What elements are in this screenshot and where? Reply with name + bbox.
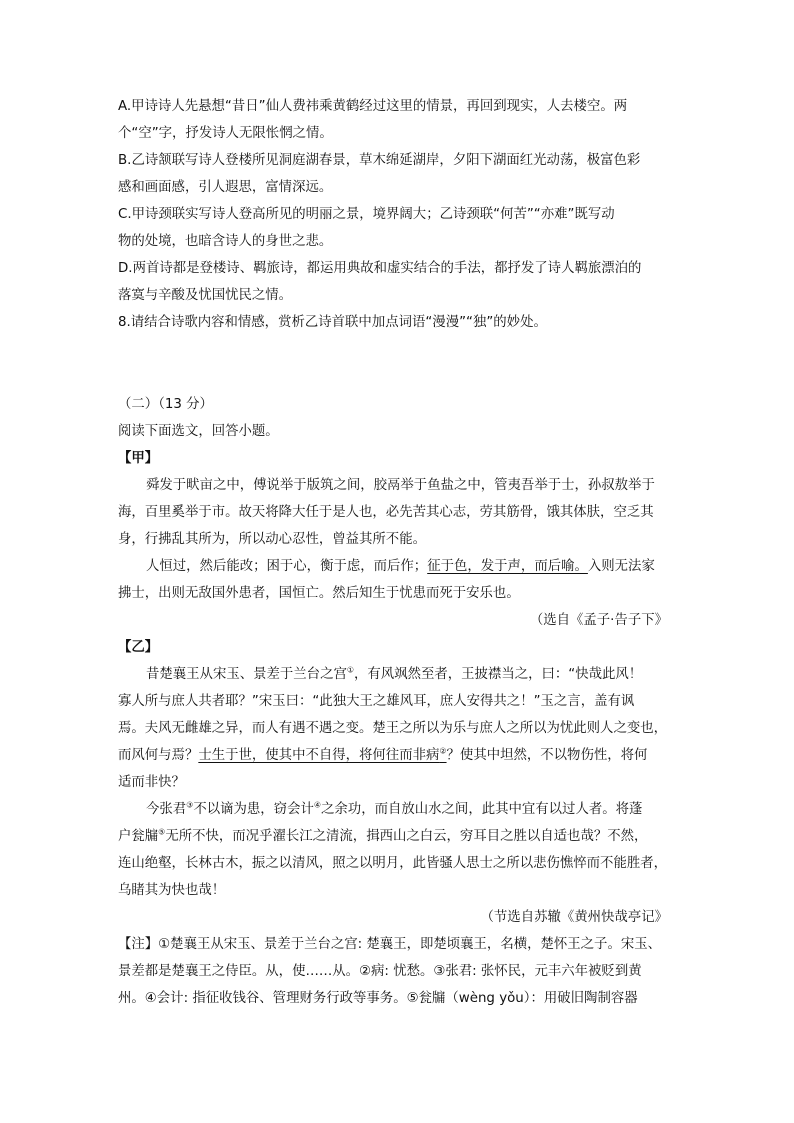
yi-paragraph1-line4 [118, 746, 678, 766]
yi-text: 而风何与焉？ [118, 748, 199, 763]
question-8: 8.请结合诗歌内容和情感，赏析乙诗首联中加点词语“漫漫”“独”的妙处。 [118, 315, 547, 330]
yi-text: 今张君 [146, 802, 187, 817]
footnote-ref: ② [439, 746, 447, 756]
yi-paragraph1-line3: 焉。夫风无雌雄之异，而人有遇不遇之变。楚王之所以为乐与庶人之所以为忧此则人之变也， [118, 721, 668, 736]
yi-paragraph1-line2: 寡人所与庶人共者耶？”宋玉曰：“此独大王之雄风耳，庶人安得共之！”玉之言，盖有讽 [118, 694, 635, 709]
yi-paragraph1-line1 [146, 665, 706, 685]
yi-paragraph2-line4: 乌睹其为快也哉！ [118, 883, 226, 898]
option-a-line1: A.甲诗诗人先悬想“昔日”仙人费祎乘黄鹤经过这里的情景，再回到现实，人去楼空。两 [118, 99, 628, 114]
jia-paragraph2-line2: 拂士，出则无敌国外患者，国恒亡。然后知生于忧患而死于安乐也。 [118, 586, 520, 601]
option-b-line2: 感和画面感，引人遐思，富情深远。 [118, 180, 333, 195]
yi-text: 不以谪为患，窃会计 [193, 802, 314, 817]
note-line2: 景差都是楚襄王之侍臣。从，使……从。②病: 忧愁。③张君: 张怀民，元丰六年被贬到黄 [118, 964, 642, 979]
jia-text: 入则无法家 [587, 559, 655, 574]
yi-paragraph2-line2 [118, 827, 678, 847]
jia-label: 【甲】 [118, 451, 159, 466]
yi-paragraph2-line3: 连山绝壑，长林古木，振之以清风，照之以明月，此皆骚人思士之所以悲伤憔悴而不能胜者， [118, 856, 668, 871]
option-d-line1: D.两首诗都是登楼诗、羁旅诗，都运用典故和虚实结合的手法，都抒发了诗人羁旅漂泊的 [118, 261, 642, 276]
yi-source: （节选自苏辙《黄州快哉亭记》 [480, 910, 668, 925]
underlined-text: 士生于世，使其中不自得，将何往而非病 [198, 748, 440, 763]
jia-paragraph1-line1: 舜发于畎亩之中，傅说举于版筑之间，胶鬲举于鱼盐之中，管夷吾举于士，孙叔敖举于 [146, 478, 655, 493]
jia-text: 人恒过，然后能改；困于心，衡于虑，而后作； [146, 559, 428, 574]
jia-paragraph1-line2: 海，百里奚举于市。故天将降大任于是人也，必先苦其心志，劳其筋骨，饿其体肤，空乏其 [118, 505, 654, 520]
underlined-phrase: 征于色，发于声，而后喻。 [427, 559, 588, 574]
footnote-ref: ③ [186, 800, 194, 810]
option-a-line2: 个“空”字，抒发诗人无限怅惘之情。 [118, 126, 333, 141]
option-c-line2: 物的处境，也暗含诗人的身世之悲。 [118, 234, 333, 249]
yi-text: 昔楚襄王从宋玉、景差于兰台之宫 [146, 667, 347, 682]
jia-paragraph1-line3: 身，行拂乱其所为，所以动心忍性，曾益其所不能。 [118, 532, 426, 547]
footnote-ref: ④ [313, 800, 322, 810]
yi-text: ？使其中坦然，不以物伤性，将何 [446, 748, 648, 763]
yi-paragraph2-line1 [146, 800, 706, 820]
underlined-sentence [198, 748, 446, 763]
footnote-ref: ① [346, 665, 355, 675]
jia-source: （选自《孟子·告子下》 [529, 613, 668, 628]
section-heading: （二）（13 分） [118, 397, 213, 412]
yi-text: ，有风飒然至者，王披襟当之，曰：“快哉此风！ [354, 667, 643, 682]
yi-paragraph1-line5: 适而非快？ [118, 775, 185, 790]
yi-text: 户瓮牖 [118, 829, 159, 844]
option-b-line1: B.乙诗颔联写诗人登楼所见洞庭湖春景，草木绵延湖岸，夕阳下湖面红光动荡，极富色彩 [118, 153, 641, 168]
option-d-line2: 落寞与辛酸及忧国忧民之情。 [118, 288, 293, 303]
instruction: 阅读下面选文，回答小题。 [118, 424, 279, 439]
note-line3: 州。④会计: 指征收钱谷、管理财务行政等事务。⑤瓮牖（wèng yǒu）：用破旧陶制容器 [118, 991, 638, 1006]
footnote-ref: ⑤ [158, 827, 166, 837]
yi-label: 【乙】 [118, 640, 159, 655]
jia-paragraph2-line1 [146, 557, 706, 577]
yi-text: 无所不快，而况乎濯长江之清流，揖西山之白云，穷耳目之胜以自适也哉？不然， [165, 829, 648, 844]
yi-text: 之余功，而自放山水之间，此其中宜有以过人者。将蓬 [321, 802, 643, 817]
option-c-line1: C.甲诗颈联实写诗人登高所见的明丽之景，境界阔大；乙诗颈联“何苦”“亦难”既写动 [118, 207, 615, 222]
note-line1: 【注】①楚襄王从宋玉、景差于兰台之宫: 楚襄王，即楚顷襄王，名横，楚怀王之子。宋玉、 [118, 937, 662, 952]
